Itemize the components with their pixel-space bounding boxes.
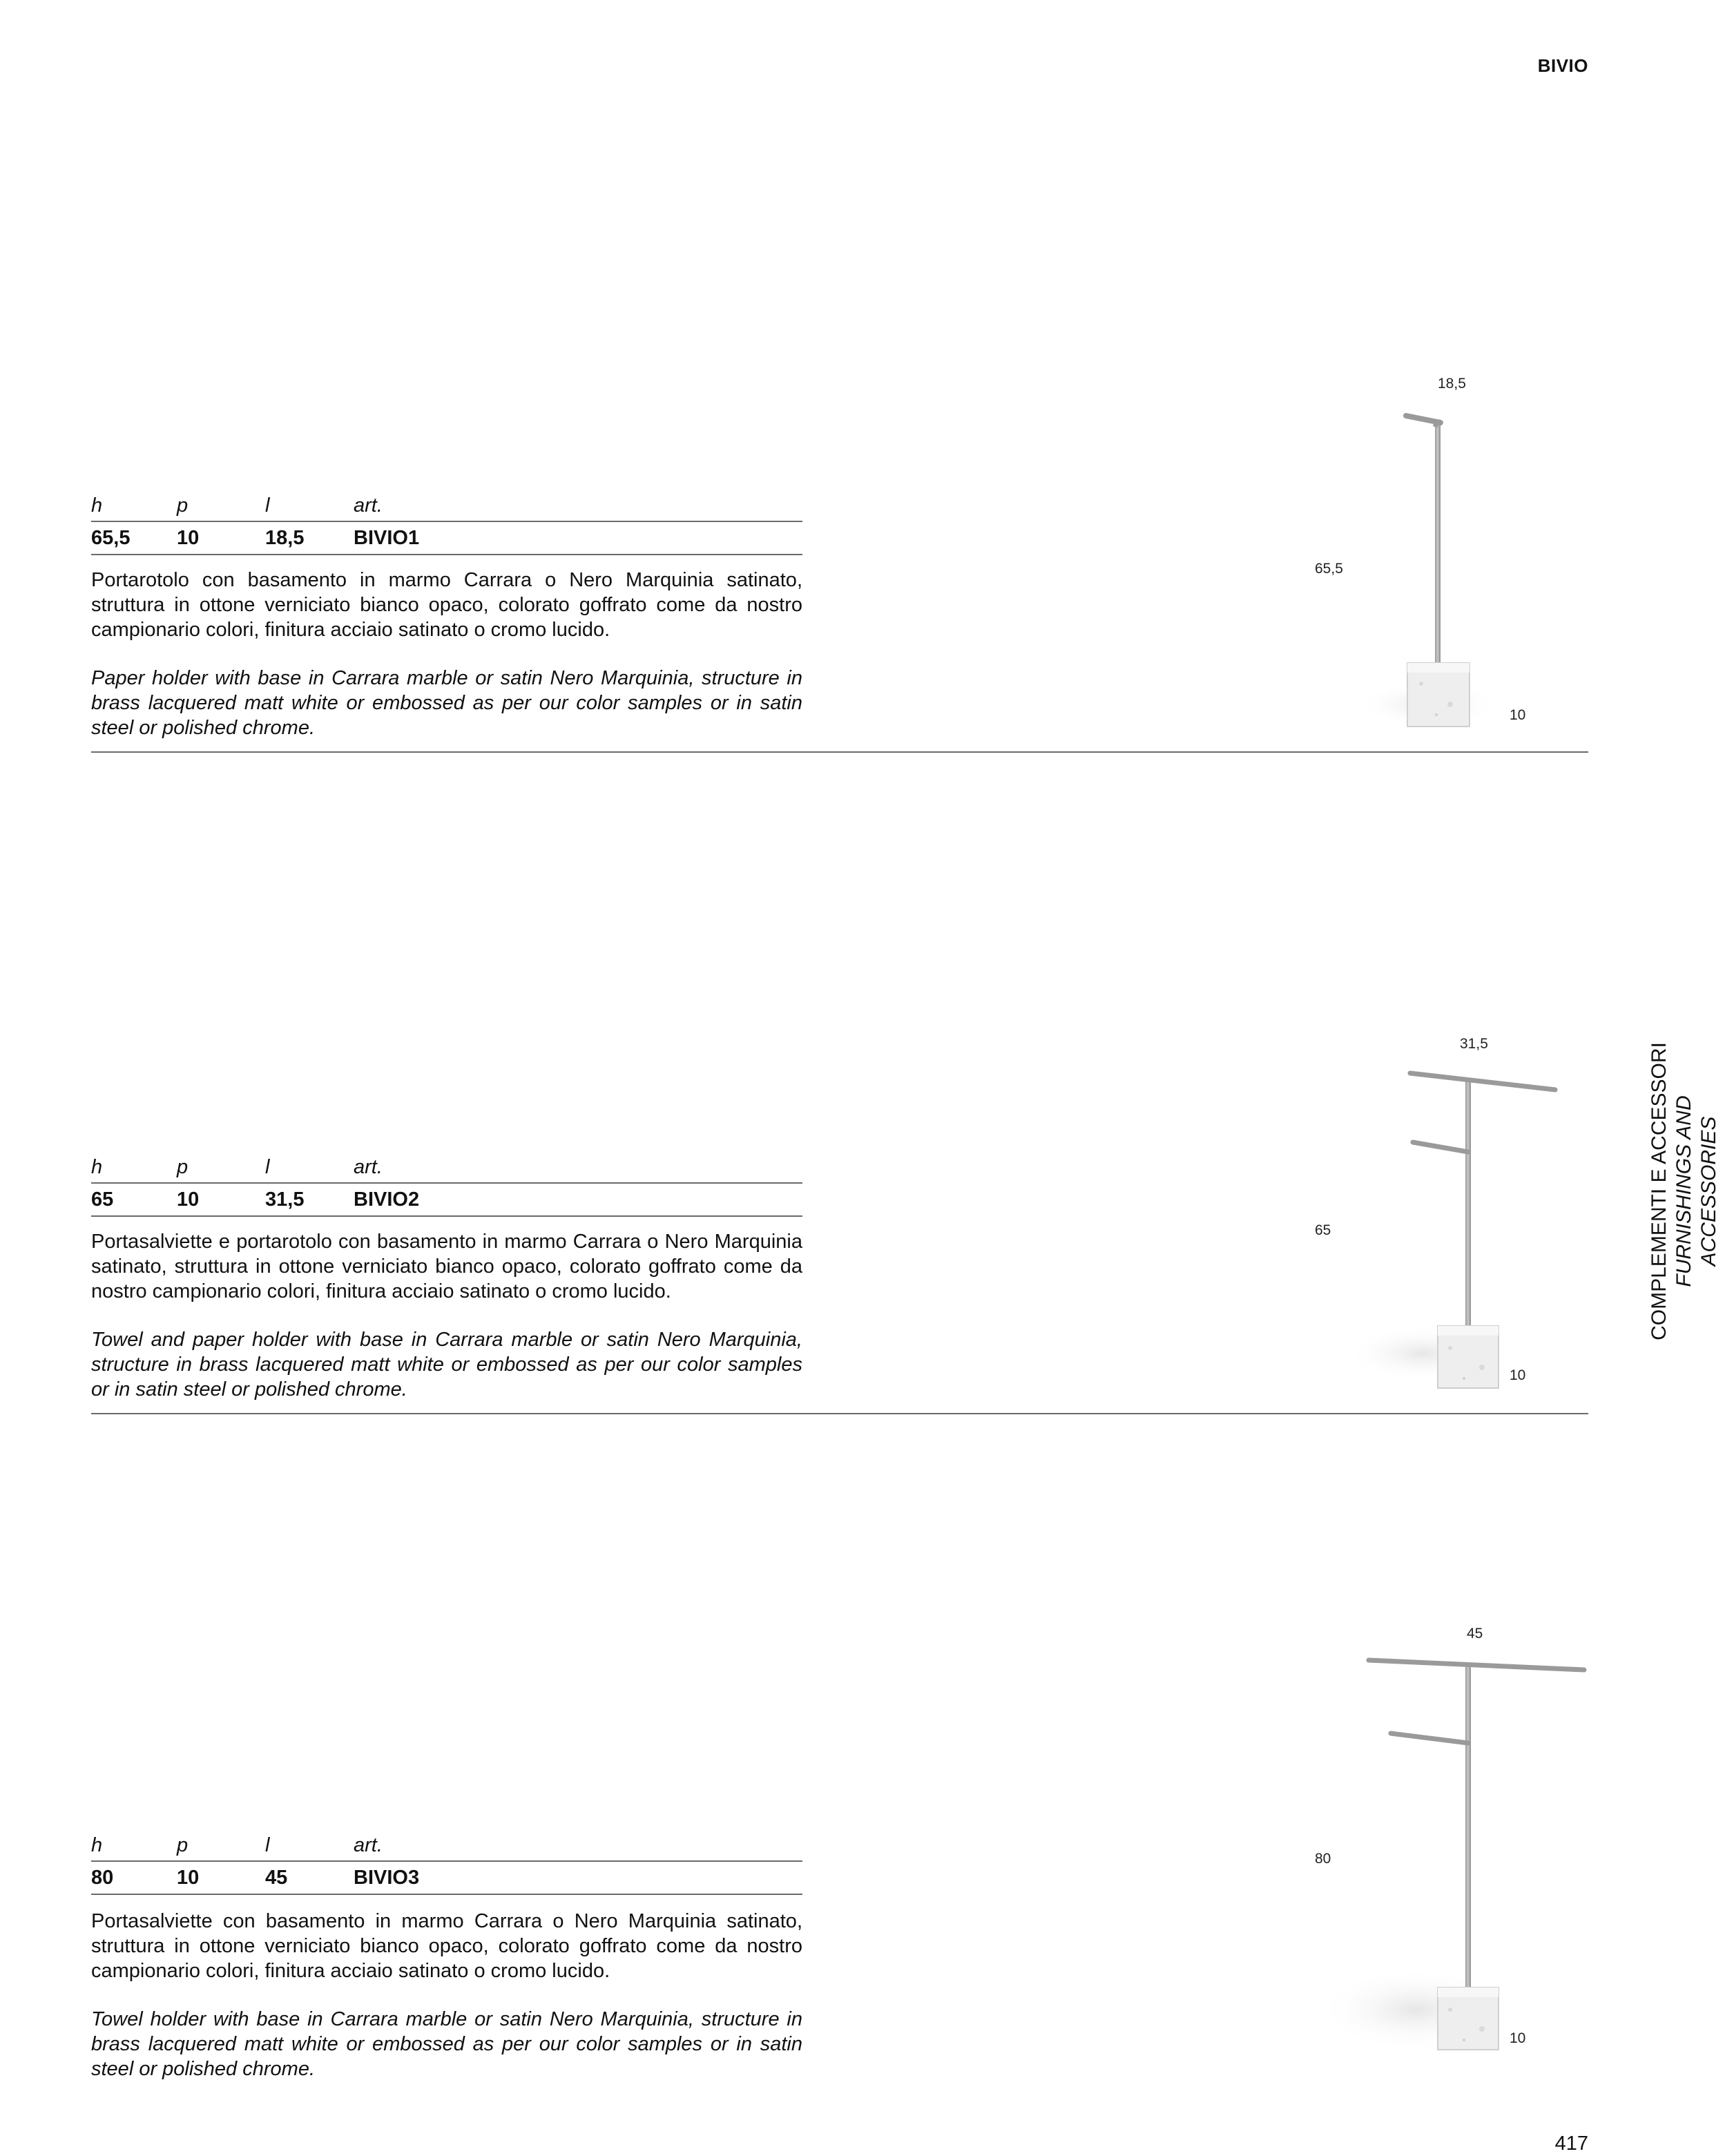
section-divider bbox=[91, 751, 1588, 753]
col-p-header: p bbox=[177, 1156, 189, 1178]
spec-table-bivio2 bbox=[91, 1152, 802, 1217]
value-h: 65,5 bbox=[91, 527, 131, 549]
col-h-header: h bbox=[91, 1156, 103, 1178]
bivio3-product-image bbox=[1312, 1650, 1602, 2065]
col-art-header: art. bbox=[354, 494, 383, 517]
dimension-depth: 10 bbox=[1510, 1367, 1526, 1383]
col-h-header: h bbox=[91, 494, 103, 517]
spec-table-header bbox=[91, 1152, 802, 1184]
dimension-height: 80 bbox=[1315, 1851, 1331, 1867]
description-italian: Portarotolo con basamento in marmo Carrara o Nero Marquinia satinato, struttura in ottone verniciato bianco opaco, colorato goffrato come da nostro campionario colori, finitura acciaio satinato o cromo lucido. bbox=[91, 569, 802, 641]
col-h-header: h bbox=[91, 1834, 103, 1856]
dimension-width: 18,5 bbox=[1438, 376, 1466, 392]
value-art: BIVIO3 bbox=[354, 1867, 420, 1889]
spec-table-row bbox=[91, 1184, 802, 1217]
value-art: BIVIO2 bbox=[354, 1188, 420, 1211]
description-english: Towel holder with base in Carrara marble or satin Nero Marquinia, structure in brass lacquered matt white or embossed as per our color samples or in satin steel or polished chrome. bbox=[91, 2008, 802, 2080]
spec-table-row bbox=[91, 522, 802, 555]
value-p: 10 bbox=[177, 1188, 200, 1211]
page-number: 417 bbox=[1554, 2133, 1588, 2155]
page-title: BIVIO bbox=[1537, 55, 1588, 76]
spec-table-row bbox=[91, 1862, 802, 1895]
col-p-header: p bbox=[177, 1834, 189, 1856]
description-italian: Portasalviette con basamento in marmo Carrara o Nero Marquinia satinato, struttura in ottone verniciato bianco opaco, colorato goffrato come da nostro campionario colori, finitura acciaio satinato o cromo lucido. bbox=[91, 1910, 802, 1982]
dimension-height: 65,5 bbox=[1315, 561, 1343, 577]
description-italian: Portasalviette e portarotolo con basamento in marmo Carrara o Nero Marquinia satinato, struttura in ottone verniciato bianco opaco, colorato goffrato come da nostro campionario colori, finitura acciaio satinato o cromo lucido. bbox=[91, 1231, 802, 1302]
col-art-header: art. bbox=[354, 1834, 383, 1856]
col-l-header: l bbox=[265, 1156, 270, 1178]
col-l-header: l bbox=[265, 1834, 270, 1856]
value-l: 18,5 bbox=[265, 527, 305, 549]
dimension-depth: 10 bbox=[1510, 2030, 1526, 2046]
dimension-height: 65 bbox=[1315, 1222, 1331, 1238]
col-l-header: l bbox=[265, 494, 270, 517]
section-label-english: FURNISHINGS AND ACCESSORIES bbox=[1673, 1095, 1720, 1287]
description-english: Paper holder with base in Carrara marble or satin Nero Marquinia, structure in brass lacquered matt white or embossed as per our color samples or in satin steel or polished chrome. bbox=[91, 667, 802, 739]
description-english: Towel and paper holder with base in Carrara marble or satin Nero Marquinia, structure in brass lacquered matt white or embossed as per our color samples or in satin steel or polished chrome. bbox=[91, 1329, 802, 1401]
bivio1-product-image bbox=[1353, 401, 1533, 732]
value-l: 45 bbox=[265, 1867, 288, 1889]
value-p: 10 bbox=[177, 527, 200, 549]
col-art-header: art. bbox=[354, 1156, 383, 1178]
value-h: 80 bbox=[91, 1867, 114, 1889]
section-label-italian: COMPLEMENTI E ACCESSORI bbox=[1648, 1042, 1670, 1340]
value-l: 31,5 bbox=[265, 1188, 305, 1211]
spec-table-header bbox=[91, 1830, 802, 1862]
value-p: 10 bbox=[177, 1867, 200, 1889]
bivio2-product-image bbox=[1347, 1063, 1568, 1395]
spec-table-bivio3 bbox=[91, 1830, 802, 1895]
value-h: 65 bbox=[91, 1188, 114, 1211]
spec-table-bivio1 bbox=[91, 490, 802, 555]
dimension-width: 45 bbox=[1467, 1626, 1483, 1642]
section-divider bbox=[91, 1413, 1588, 1414]
col-p-header: p bbox=[177, 494, 189, 517]
spec-table-header bbox=[91, 490, 802, 522]
dimension-width: 31,5 bbox=[1460, 1036, 1488, 1052]
value-art: BIVIO1 bbox=[354, 527, 420, 549]
dimension-depth: 10 bbox=[1510, 707, 1526, 723]
section-label bbox=[1647, 1019, 1725, 1364]
